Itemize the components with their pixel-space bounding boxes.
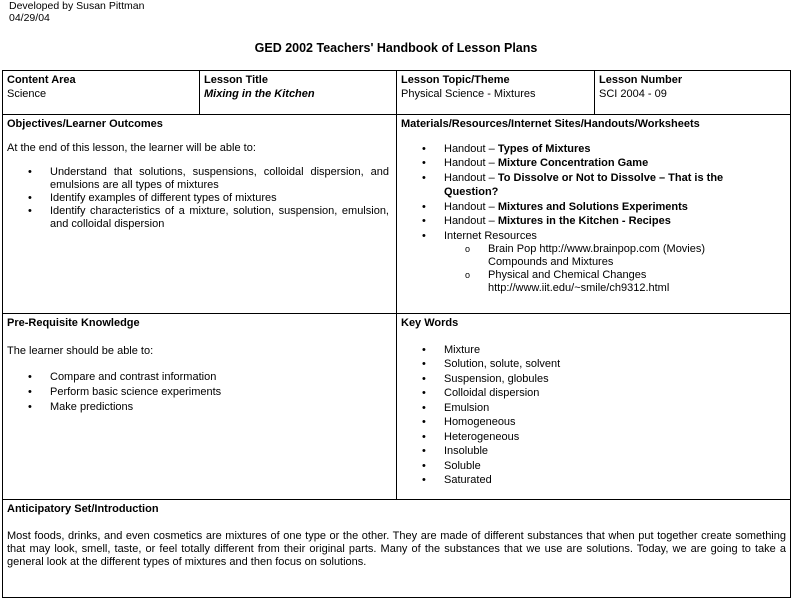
list-item <box>401 200 786 215</box>
lesson-plan-table <box>2 70 791 598</box>
developer-credit: Developed by Susan Pittman <box>9 0 145 12</box>
objectives-label: Objectives/Learner Outcomes <box>7 118 163 130</box>
list-item: o Physical and Chemical Changes http://www.iit.edu/~smile/ch9312.html <box>444 269 716 295</box>
anticipatory-label: Anticipatory Set/Introduction <box>7 503 159 515</box>
list-item: • Heterogeneous <box>401 430 786 445</box>
list-item: • Saturated <box>401 473 786 488</box>
list-item: • Homogeneous <box>401 415 786 430</box>
lesson-number-label: Lesson Number <box>599 74 683 86</box>
anticipatory-cell <box>3 500 791 598</box>
list-item <box>401 214 786 229</box>
list-item: • Make predictions <box>7 400 392 415</box>
handout-title: Types of Mixtures <box>497 142 591 155</box>
list-item: • Identify characteristics of a mixture, solution, suspension, emulsion, and colloidal dispersion <box>7 205 389 231</box>
list-item: • Understand that solutions, suspensions, colloidal dispersion, and emulsions are all types of mixtures <box>7 166 389 192</box>
lesson-title-value: Mixing in the Kitchen <box>204 87 315 100</box>
lesson-title-label: Lesson Title <box>204 74 268 86</box>
handout-title: Mixture Concentration Game <box>497 157 649 169</box>
content-area-value: Science <box>7 87 47 100</box>
list-item: • Solution, solute, solvent <box>401 357 786 372</box>
handout-title: Mixtures and Solutions Experiments <box>497 200 688 213</box>
objectives-list <box>7 166 392 231</box>
lesson-number-cell <box>595 71 791 115</box>
internet-resources-label: Internet Resources <box>444 229 537 242</box>
materials-list <box>401 142 786 296</box>
keywords-list <box>401 343 786 488</box>
prereq-label: Pre-Requisite Knowledge <box>7 317 140 329</box>
keywords-cell <box>397 314 791 500</box>
anticipatory-text: Most foods, drinks, and even cosmetics are mixtures of one type or the other. They are made of different substances that when put together create something that may look, smell, taste, or feel totally different from their original parts. Many of the substances that we use are solutions. Today, we are going to take a general look at the different types of mixtures and then focus on solutions. <box>7 529 786 568</box>
handout-prefix: Handout – <box>444 171 495 184</box>
topic-cell <box>397 71 595 115</box>
materials-cell <box>397 115 791 314</box>
list-item: o Brain Pop http://www.brainpop.com (Movies) Compounds and Mixtures <box>444 243 716 269</box>
list-item: • Compare and contrast information <box>7 370 392 385</box>
lesson-title-cell <box>200 71 397 115</box>
page-title: GED 2002 Teachers' Handbook of Lesson Plans <box>254 41 538 55</box>
list-item: • Emulsion <box>401 401 786 416</box>
objectives-cell <box>3 115 397 314</box>
content-area-label: Content Area <box>7 74 76 86</box>
list-item: • Soluble <box>401 459 786 474</box>
handout-prefix: Handout – <box>444 157 495 169</box>
list-item <box>401 229 786 296</box>
prereq-intro: The learner should be able to: <box>7 344 154 357</box>
list-item: • Mixture <box>401 343 786 358</box>
info-row <box>3 71 791 115</box>
list-item: • Colloidal dispersion <box>401 386 786 401</box>
topic-value: Physical Science - Mixtures <box>401 87 536 100</box>
document-date: 04/29/04 <box>9 12 50 24</box>
list-item <box>401 171 786 200</box>
handout-prefix: Handout – <box>444 200 495 213</box>
list-item: • Perform basic science experiments <box>7 385 392 400</box>
lesson-number-value: SCI 2004 - 09 <box>599 87 667 100</box>
list-item: • Suspension, globules <box>401 372 786 387</box>
document-header <box>9 0 144 24</box>
internet-resources-list <box>444 243 786 295</box>
keywords-label: Key Words <box>401 317 459 329</box>
prereq-cell <box>3 314 397 500</box>
prereq-list <box>7 370 392 415</box>
content-area-cell <box>3 71 200 115</box>
topic-label: Lesson Topic/Theme <box>401 74 510 86</box>
list-item: • Identify examples of different types of mixtures <box>7 192 389 205</box>
list-item: • Insoluble <box>401 444 786 459</box>
handout-title: Mixtures in the Kitchen - Recipes <box>497 215 671 227</box>
handout-prefix: Handout – <box>444 215 495 227</box>
handout-title: To Dissolve or Not to Dissolve – That is the Question? <box>444 171 724 198</box>
handout-prefix: Handout – <box>444 142 495 155</box>
objectives-intro: At the end of this lesson, the learner will be able to: <box>7 141 256 154</box>
materials-label: Materials/Resources/Internet Sites/Handouts/Worksheets <box>401 118 700 130</box>
list-item <box>401 156 786 171</box>
list-item <box>401 142 786 157</box>
